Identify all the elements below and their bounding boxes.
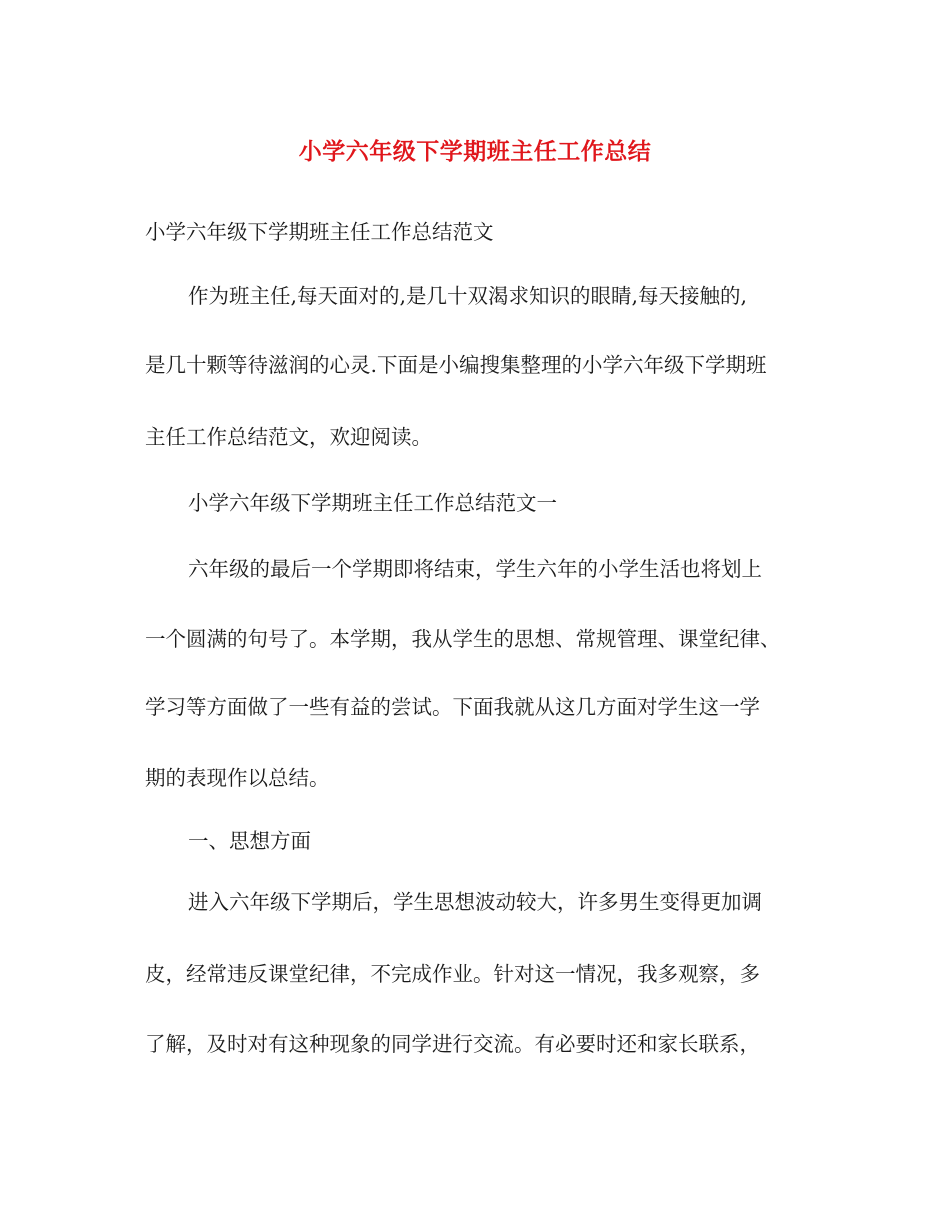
paragraph-line: 期的表现作以总结。 [145, 766, 330, 790]
document-title: 小学六年级下学期班主任工作总结 [298, 138, 652, 165]
paragraph-line: 了解，及时对有这种现象的同学进行交流。有必要时还和家长联系， [145, 1032, 760, 1056]
paragraph-line: 是几十颗等待滋润的心灵.下面是小编搜集整理的小学六年级下学期班 [145, 353, 767, 377]
paragraph-line: 一个圆满的句号了。本学期，我从学生的思想、常规管理、课堂纪律、 [145, 627, 781, 651]
paragraph-line: 主任工作总结范文，欢迎阅读。 [145, 425, 432, 449]
subtitle-line: 小学六年级下学期班主任工作总结范文 [145, 220, 494, 244]
paragraph-line: 皮，经常违反课堂纪律，不完成作业。针对这一情况，我多观察，多 [145, 962, 760, 986]
section-heading: 小学六年级下学期班主任工作总结范文一 [188, 491, 557, 515]
paragraph-line: 六年级的最后一个学期即将结束，学生六年的小学生活也将划上 [188, 557, 762, 581]
section-heading: 一、思想方面 [188, 829, 311, 853]
paragraph-line: 学习等方面做了一些有益的尝试。下面我就从这几方面对学生这一学 [145, 695, 760, 719]
paragraph-line: 作为班主任,每天面对的,是几十双渴求知识的眼睛,每天接触的, [188, 284, 748, 308]
paragraph-line: 进入六年级下学期后，学生思想波动较大，许多男生变得更加调 [188, 890, 762, 914]
